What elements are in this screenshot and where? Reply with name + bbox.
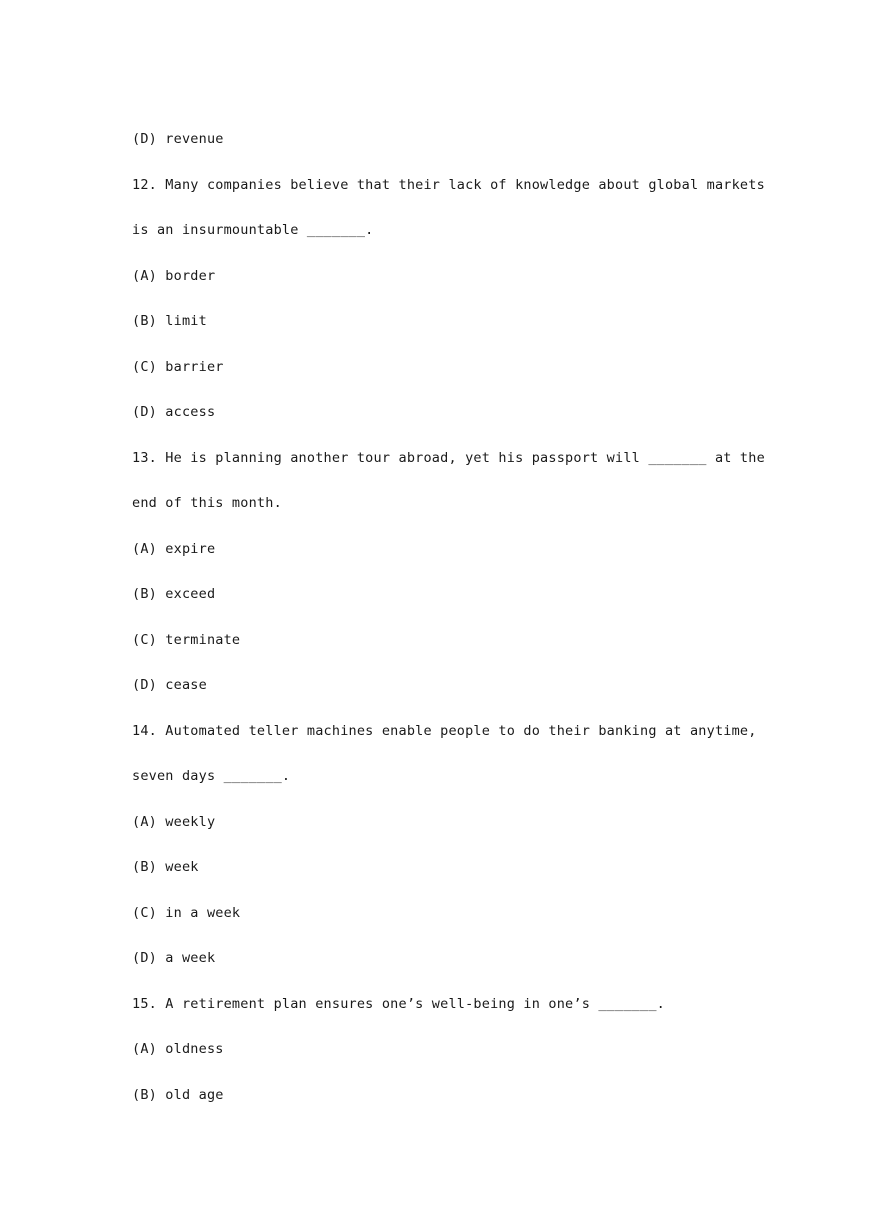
option-13-d: (D) cease (132, 677, 207, 693)
question-14-line-2: seven days _______. (132, 768, 291, 784)
option-15-a: (A) oldness (132, 1041, 224, 1057)
option-14-d: (D) a week (132, 950, 216, 966)
option-14-c: (C) in a week (132, 904, 241, 921)
question-12-line-1: 12. Many companies believe that their lack of knowledge about global markets (132, 176, 765, 193)
option-12-b: (B) limit (132, 313, 207, 329)
option-12-d: (D) access (132, 404, 216, 420)
option-14-b: (B) week (132, 859, 199, 875)
document-body (132, 128, 765, 1129)
option-15-b: (B) old age (132, 1086, 224, 1103)
option-12-c: (C) barrier (132, 358, 224, 375)
question-12-line-2: is an insurmountable _______. (132, 222, 374, 238)
option-13-c: (C) terminate (132, 631, 241, 648)
option-13-b: (B) exceed (132, 586, 216, 602)
question-13-line-1: 13. He is planning another tour abroad, yet his passport will _______ at the (132, 449, 765, 466)
question-15-line-1: 15. A retirement plan ensures one’s well-being in one’s _______. (132, 995, 665, 1012)
question-14-line-1: 14. Automated teller machines enable people to do their banking at anytime, (132, 722, 757, 739)
option-14-a: (A) weekly (132, 813, 216, 830)
question-13-line-2: end of this month. (132, 495, 282, 511)
option-12-a: (A) border (132, 267, 216, 284)
option-13-a: (A) expire (132, 540, 216, 557)
option-11-d: (D) revenue (132, 131, 224, 147)
